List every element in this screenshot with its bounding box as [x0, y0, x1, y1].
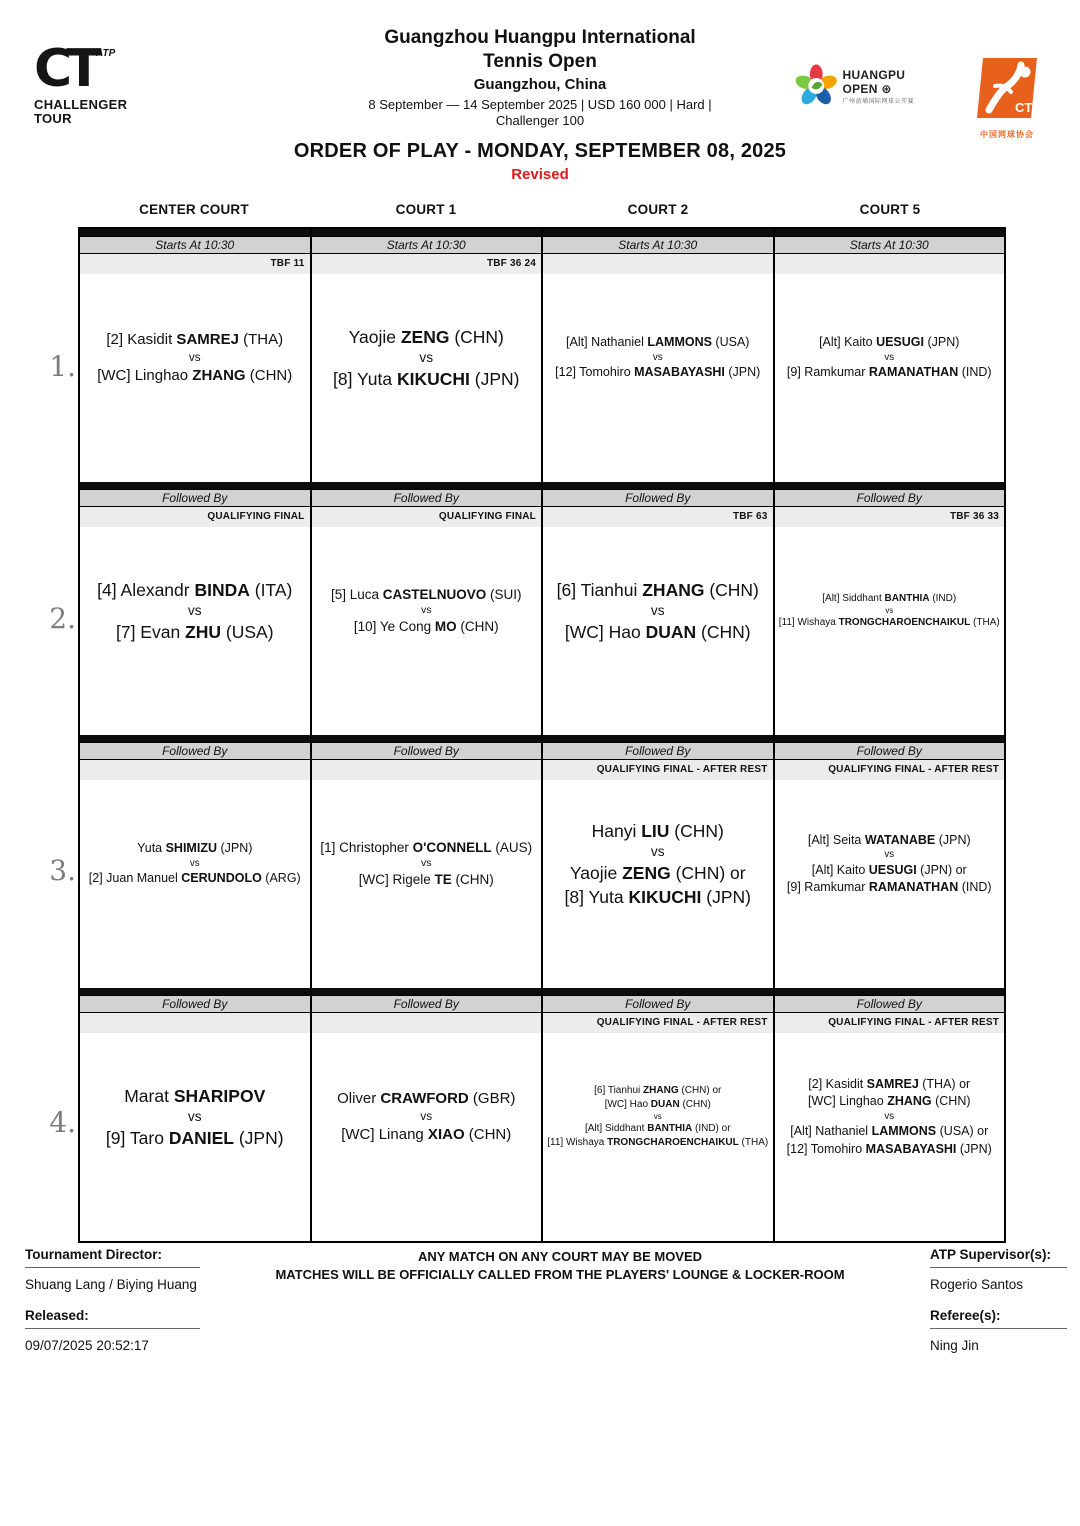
divider-bar	[543, 482, 773, 489]
slot-time-label: Followed By	[312, 489, 542, 507]
tournament-name-line1: Guangzhou Huangpu International	[384, 27, 696, 48]
atp-ct-monogram: CT	[34, 39, 96, 99]
match-cell	[543, 760, 773, 988]
slot-time-label: Followed By	[775, 489, 1005, 507]
match-cell	[312, 1013, 542, 1241]
match-lines: [4] Alexandr BINDA (ITA) vs [7] Evan ZHU (USA)	[97, 579, 293, 642]
match-note: TBF 36 24	[312, 254, 542, 274]
tournament-details: 8 September — 14 September 2025 | USD 160 000 | Hard |	[368, 96, 712, 112]
match-note: TBF 63	[543, 507, 773, 527]
divider-bar	[775, 229, 1005, 236]
match-lines: [Alt] Siddhant BANTHIA (IND) vs [11] Wishaya TRONGCHAROENCHAIKUL (THA)	[778, 593, 1000, 629]
match-lines: Yaojie ZENG (CHN) vs [8] Yuta KIKUCHI (JPN)	[333, 326, 520, 389]
tournament-category: Challenger 100	[495, 113, 585, 129]
row-number-1: 1.	[49, 350, 76, 383]
match-lines: [1] Christopher O'CONNELL (AUS) vs [WC] Rigele TE (CHN)	[320, 839, 533, 887]
atp-logo-text: TOUR	[34, 110, 72, 126]
divider-bar	[775, 735, 1005, 742]
match-note	[543, 254, 773, 274]
divider-bar	[543, 229, 773, 236]
slot-time-label: Followed By	[543, 489, 773, 507]
match-cell	[80, 507, 310, 735]
footer-right	[930, 1247, 1067, 1353]
divider-bar	[312, 482, 542, 489]
match-note: QUALIFYING FINAL - AFTER REST	[543, 1013, 773, 1033]
released-timestamp: 09/07/2025 20:52:17	[25, 1338, 149, 1353]
match-cell	[312, 760, 542, 988]
court-headers	[78, 202, 1006, 217]
slot-time-label: Followed By	[80, 995, 310, 1013]
match-lines: [5] Luca CASTELNUOVO (SUI) vs [10] Ye Cong MO (CHN)	[330, 586, 522, 634]
match-lines: [2] Kasidit SAMREJ (THA) vs [WC] Linghao ZHANG (CHN)	[97, 330, 293, 384]
row-number-3: 3.	[49, 854, 76, 887]
tournament-header	[240, 26, 840, 130]
row-number-2: 2.	[49, 602, 76, 635]
notice-line-1: ANY MATCH ON ANY COURT MAY BE MOVED	[417, 1249, 703, 1264]
atp-logo-text: CHALLENGER	[34, 97, 128, 112]
match-cell	[775, 760, 1005, 988]
slot-time-label: Followed By	[312, 742, 542, 760]
court-header-court-5: COURT 5	[859, 202, 921, 217]
match-cell	[80, 1013, 310, 1241]
match-note: QUALIFYING FINAL - AFTER REST	[775, 1013, 1005, 1033]
svg-text:CTA: CTA	[1015, 100, 1039, 115]
match-lines: Yuta SHIMIZU (JPN) vs [2] Juan Manuel CERUNDOLO (ARG)	[88, 841, 301, 886]
match-note: QUALIFYING FINAL - AFTER REST	[543, 760, 773, 780]
match-lines: [Alt] Nathaniel LAMMONS (USA) vs [12] Tomohiro MASABAYASHI (JPN)	[555, 335, 761, 380]
match-lines: [2] Kasidit SAMREJ (THA) or [WC] Linghao ZHANG (CHN) vs [Alt] Nathaniel LAMMONS (USA) or [12] Tomohiro MASABAYASHI (JPN)	[786, 1077, 992, 1156]
slot-time-label: Followed By	[543, 742, 773, 760]
slot-time-label: Followed By	[775, 742, 1005, 760]
divider-bar	[312, 229, 542, 236]
match-cell	[80, 760, 310, 988]
match-note	[80, 760, 310, 780]
cta-logo-subtext: 中国网球协会	[980, 130, 1034, 139]
slot-time-label: Starts At 10:30	[775, 236, 1005, 254]
huangpu-logo-text-line1: HUANGPU	[842, 67, 906, 82]
match-lines: [Alt] Kaito UESUGI (JPN) vs [9] Ramkumar RAMANATHAN (IND)	[786, 335, 992, 380]
slot-time-label: Followed By	[312, 995, 542, 1013]
divider-bar	[543, 735, 773, 742]
divider-bar	[80, 988, 310, 995]
match-note: QUALIFYING FINAL - AFTER REST	[775, 760, 1005, 780]
match-cell	[543, 1013, 773, 1241]
match-lines: Oliver CRAWFORD (GBR) vs [WC] Linang XIAO (CHN)	[337, 1089, 516, 1143]
divider-bar	[80, 229, 310, 236]
match-cell	[775, 1013, 1005, 1241]
row-number-4: 4.	[49, 1106, 76, 1139]
slot-time-label: Starts At 10:30	[312, 236, 542, 254]
atp-supervisor-name: Rogerio Santos	[930, 1277, 1024, 1292]
slot-time-label: Followed By	[80, 489, 310, 507]
match-note: TBF 36 33	[775, 507, 1005, 527]
divider-bar	[80, 482, 310, 489]
divider-bar	[80, 735, 310, 742]
tournament-name-line2: Tennis Open	[483, 50, 597, 72]
referee-label: Referee(s):	[930, 1308, 1067, 1329]
divider-bar	[543, 988, 773, 995]
match-cell	[775, 507, 1005, 735]
huangpu-flower-icon	[794, 60, 838, 112]
match-note: QUALIFYING FINAL	[312, 507, 542, 527]
tournament-location: Guangzhou, China	[473, 75, 607, 93]
tournament-director-label: Tournament Director:	[25, 1247, 200, 1268]
divider-bar	[775, 988, 1005, 995]
divider-bar	[312, 735, 542, 742]
tournament-director-name: Shuang Lang / Biying Huang	[25, 1277, 197, 1292]
match-note: QUALIFYING FINAL	[80, 507, 310, 527]
column-court-1	[310, 229, 542, 1241]
huangpu-open-logo	[794, 60, 914, 112]
court-header-court-1: COURT 1	[395, 202, 457, 217]
atp-challenger-tour-logo	[34, 39, 144, 126]
match-cell	[312, 254, 542, 482]
atp-label: ATP	[96, 48, 116, 59]
slot-time-label: Starts At 10:30	[543, 236, 773, 254]
cta-logo	[972, 56, 1042, 140]
huangpu-logo-text-line2: OPEN ⊛	[842, 81, 892, 96]
divider-bar	[775, 482, 1005, 489]
court-header-center-court: CENTER COURT	[139, 202, 249, 217]
atp-supervisor-label: ATP Supervisor(s):	[930, 1247, 1067, 1268]
column-court-2	[541, 229, 773, 1241]
slot-time-label: Followed By	[80, 742, 310, 760]
court-header-court-2: COURT 2	[627, 202, 689, 217]
slot-time-label: Followed By	[543, 995, 773, 1013]
released-label: Released:	[25, 1308, 200, 1329]
divider-bar	[312, 988, 542, 995]
match-cell	[543, 254, 773, 482]
notice-line-2: MATCHES WILL BE OFFICIALLY CALLED FROM THE PLAYERS' LOUNGE & LOCKER-ROOM	[275, 1266, 845, 1282]
match-note	[312, 1013, 542, 1033]
revised-badge: Revised	[511, 166, 569, 183]
court-move-notice	[200, 1248, 920, 1283]
match-lines: [6] Tianhui ZHANG (CHN) or [WC] Hao DUAN (CHN) vs [Alt] Siddhant BANTHIA (IND) or [11] Wishaya TRONGCHAROENCHAIKUL (THA)	[547, 1085, 769, 1148]
order-of-play-title: ORDER OF PLAY - MONDAY, SEPTEMBER 08, 2025	[293, 140, 787, 162]
slot-time-label: Starts At 10:30	[80, 236, 310, 254]
column-court-5	[773, 229, 1005, 1241]
match-lines: [6] Tianhui ZHANG (CHN) vs [WC] Hao DUAN (CHN)	[556, 579, 759, 642]
footer-left	[25, 1247, 200, 1353]
match-lines: Hanyi LIU (CHN) vs Yaojie ZENG (CHN) or [8] Yuta KIKUCHI (JPN)	[564, 820, 751, 907]
match-cell	[312, 507, 542, 735]
cta-tennis-player-icon	[975, 56, 1039, 122]
match-note	[80, 1013, 310, 1033]
match-note: TBF 11	[80, 254, 310, 274]
slot-time-label: Followed By	[775, 995, 1005, 1013]
match-lines: [Alt] Seita WATANABE (JPN) vs [Alt] Kaito UESUGI (JPN) or [9] Ramkumar RAMANATHAN (IND)	[786, 832, 992, 894]
column-center-court	[80, 229, 310, 1241]
huangpu-logo-subtext: 广州黄埔国际网球公开赛	[842, 98, 914, 105]
match-cell	[80, 254, 310, 482]
match-note	[775, 254, 1005, 274]
schedule-table	[78, 227, 1006, 1243]
match-lines: Marat SHARIPOV vs [9] Taro DANIEL (JPN)	[105, 1085, 284, 1148]
referee-name: Ning Jin	[930, 1338, 979, 1353]
match-cell	[543, 507, 773, 735]
match-cell	[775, 254, 1005, 482]
match-note	[312, 760, 542, 780]
